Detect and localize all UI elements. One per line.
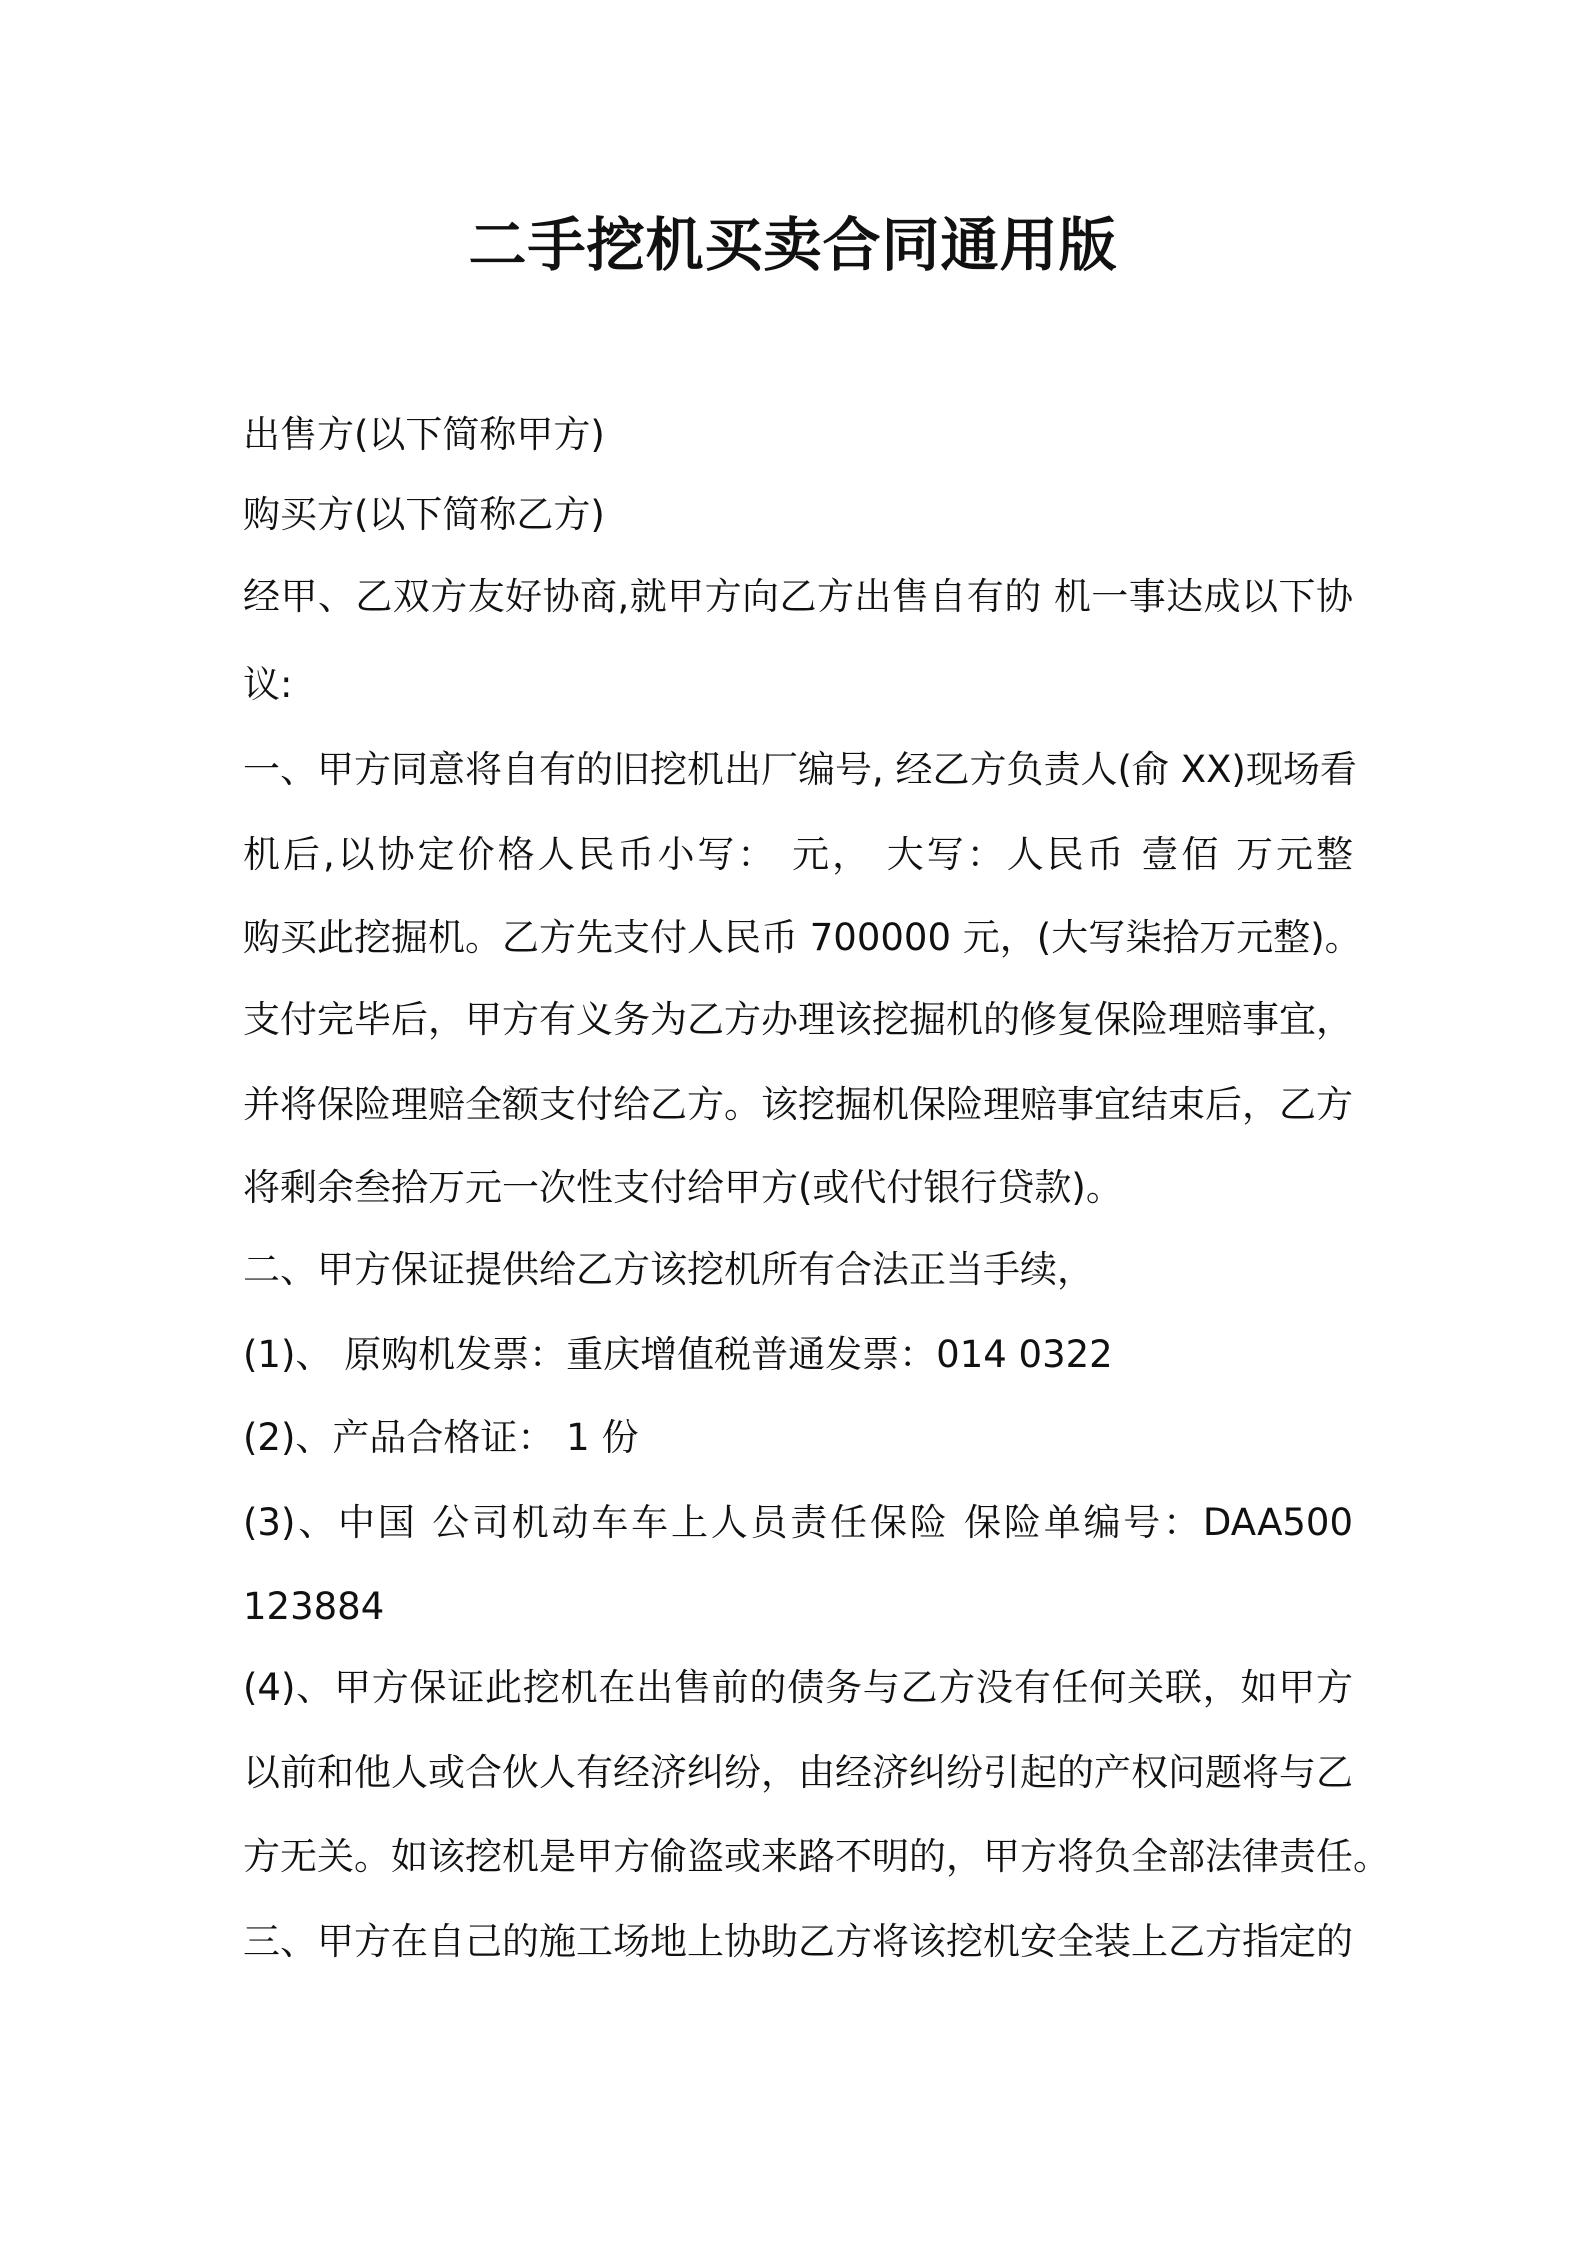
clause-one-line: 购买此挖掘机。乙方先支付人民币 700000 元，(大写柒拾万元整)。 [243,916,1362,959]
clause-two-line: 二、甲方保证提供给乙方该挖机所有合法正当手续， [243,1248,1094,1291]
buyer-line: 购买方(以下简称乙方) [243,493,605,536]
list-item-certificate: (2)、产品合格证： 1 份 [243,1416,639,1459]
list-item-insurance: (3)、中国 公司机动车车上人员责任保险 保险单编号：DAA500 [243,1501,1353,1544]
clause-three-line: 三、甲方在自己的施工场地上协助乙方将该挖机安全装上乙方指定的 [243,1920,1353,1963]
clause-one-line: 并将保险理赔全额支付给乙方。该挖掘机保险理赔事宜结束后，乙方 [243,1083,1353,1126]
list-item-guarantee: (4)、甲方保证此挖机在出售前的债务与乙方没有任何关联，如甲方 [243,1666,1353,1709]
list-item-guarantee: 方无关。如该挖机是甲方偷盗或来路不明的，甲方将负全部法律责任。 [243,1835,1390,1878]
paragraph-line: 经甲、乙双方友好协商,就甲方向乙方出售自有的 机一事达成以下协 [243,575,1353,618]
list-item-insurance-number: 123884 [243,1585,385,1628]
clause-one-line: 支付完毕后，甲方有义务为乙方办理该挖掘机的修复保险理赔事宜， [243,998,1353,1041]
clause-one-line: 机后,以协定价格人民币小写： 元， 大写：人民币 壹佰 万元整 [243,833,1353,876]
clause-one-line: 一、甲方同意将自有的旧挖机出厂编号, 经乙方负责人(俞 XX)现场看 [243,748,1357,791]
document-title: 二手挖机买卖合同通用版 [468,211,1118,279]
paragraph-line: 议: [243,663,293,706]
document-body [243,0,1390,2244]
list-item-invoice: (1)、 原购机发票：重庆增值税普通发票：014 0322 [243,1333,1113,1376]
seller-line: 出售方(以下简称甲方) [243,413,605,456]
clause-one-line: 将剩余叁拾万元一次性支付给甲方(或代付银行贷款)。 [243,1166,1123,1209]
list-item-guarantee: 以前和他人或合伙人有经济纠纷，由经济纠纷引起的产权问题将与乙 [243,1751,1353,1794]
